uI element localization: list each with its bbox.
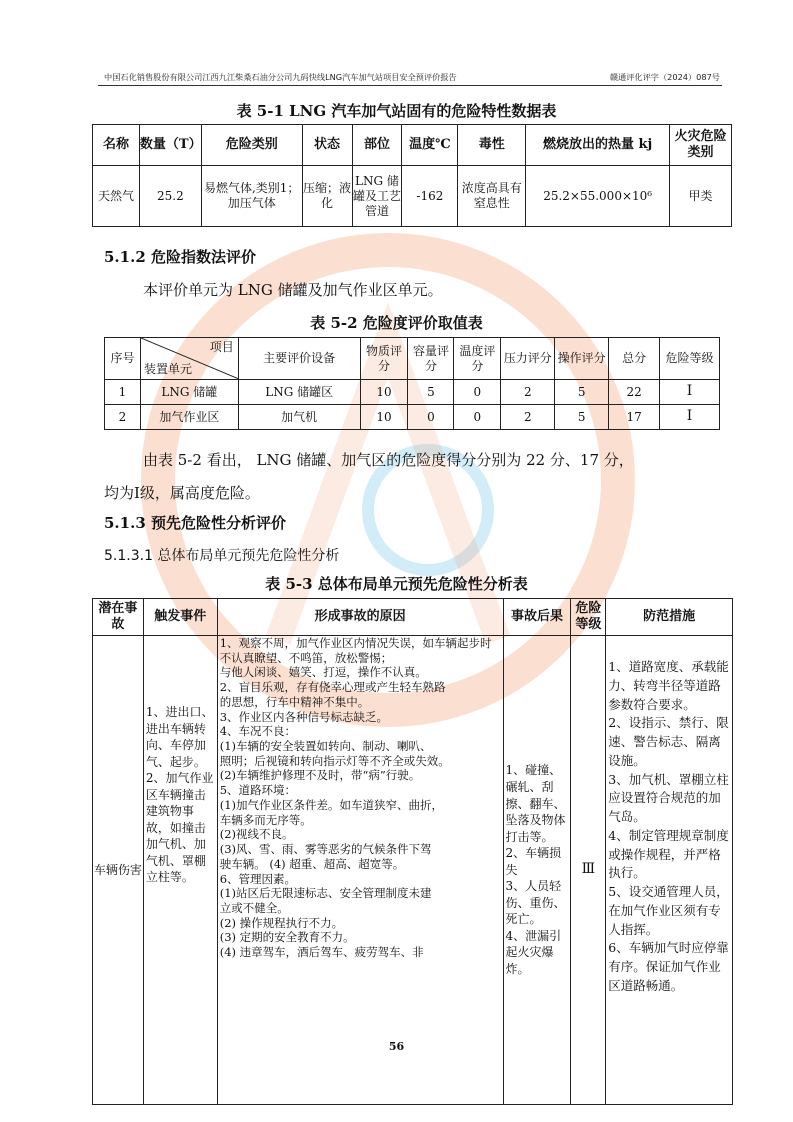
th-hazard: 危险类别 bbox=[201, 125, 302, 166]
paragraph-2-line-2: 均为Ⅰ级，属高度危险。 bbox=[104, 484, 260, 502]
cell-unit: 加气作业区 bbox=[140, 405, 238, 430]
cause-line: 2、盲目乐观，存有侥幸心理或产生轻车熟路 bbox=[219, 680, 446, 695]
cause-line: 4、车况不良： bbox=[219, 724, 297, 739]
th-toxicity: 毒性 bbox=[458, 125, 526, 166]
th-risk-level: 危险等级 bbox=[571, 599, 606, 636]
table3-header-row bbox=[93, 599, 733, 636]
consequence-item: 2、车辆损失 bbox=[505, 846, 562, 877]
cell-name: 天然气 bbox=[93, 166, 140, 227]
risk-score-table bbox=[104, 337, 720, 430]
cell-equipment: LNG 储罐区 bbox=[238, 380, 360, 405]
table1-row bbox=[93, 166, 732, 227]
cause-line: (3) 定期的安全教育不力。 bbox=[219, 930, 355, 945]
table-row bbox=[105, 380, 720, 405]
cell-equipment: 加气机 bbox=[238, 405, 360, 430]
cell-score: 5 bbox=[408, 380, 454, 405]
th-trigger: 触发事件 bbox=[143, 599, 217, 636]
cell-score: 5 bbox=[555, 380, 609, 405]
th-unit: 装置单元 bbox=[143, 362, 192, 376]
measure-item: 6、车辆加气时应停靠有序。保证加气作业区道路畅通。 bbox=[608, 940, 729, 993]
cause-line: (1)站区后无限速标志、安全管理制度未建 bbox=[219, 886, 432, 901]
section-5-1-3: 5.1.3 预先危险性分析评价 bbox=[104, 514, 286, 532]
cause-line: 与他人闲谈、嬉笑、打逗，操作不认真。 bbox=[219, 665, 427, 680]
page-header bbox=[104, 72, 720, 83]
table2-header-row bbox=[105, 338, 720, 380]
th-name: 名称 bbox=[93, 125, 140, 166]
measure-item: 2、设指示、禁行、限速、警告标志、隔离设施。 bbox=[608, 715, 729, 768]
cause-line: (1)车辆的安全装置如转向、制动、喇叭、 bbox=[219, 739, 432, 754]
cause-line: 立或不健全。 bbox=[219, 900, 289, 915]
consequence-item: 1、碰撞、碾轧、刮擦、翻车、坠落及物体打击等。 bbox=[505, 763, 566, 844]
th-state: 状态 bbox=[302, 125, 352, 166]
page-number: 56 bbox=[388, 1040, 405, 1053]
section-5-1-2: 5.1.2 危险指数法评价 bbox=[104, 248, 256, 266]
cause-line: (1)加气作业区条件差。如车道狭窄、曲折， bbox=[219, 797, 443, 812]
cell-accident: 车辆伤害 bbox=[93, 636, 144, 1105]
preliminary-hazard-table bbox=[92, 598, 733, 1105]
cell-level: Ⅰ bbox=[660, 405, 720, 430]
cell-measures bbox=[606, 636, 733, 1105]
cell-heat: 25.2×55.000×10⁶ bbox=[526, 166, 670, 227]
consequence-item: 4、泄漏引起火灾爆炸。 bbox=[505, 928, 562, 976]
paragraph-2-line-1: 由表 5-2 看出， LNG 储罐、加气区的危险度得分分别为 22 分、17 分， bbox=[143, 451, 634, 469]
cause-line: 的思想，行车中精神不集中。 bbox=[219, 694, 370, 709]
th-capacity: 容量评分 bbox=[408, 338, 454, 380]
th-heat: 燃烧放出的热量 kj bbox=[526, 125, 670, 166]
cell-consequence bbox=[503, 636, 571, 1105]
th-material: 物质评分 bbox=[360, 338, 408, 380]
cell-unit: LNG 储罐 bbox=[140, 380, 238, 405]
th-no: 序号 bbox=[105, 338, 141, 380]
hazard-data-table bbox=[92, 124, 732, 227]
cell-level: Ⅰ bbox=[660, 380, 720, 405]
paragraph-1: 本评价单元为 LNG 储罐及加气作业区单元。 bbox=[143, 281, 443, 299]
cell-score: 2 bbox=[501, 380, 555, 405]
table3-row bbox=[93, 636, 733, 1105]
th-temp: 温度℃ bbox=[402, 125, 458, 166]
th-equipment: 主要评价设备 bbox=[238, 338, 360, 380]
cell-no: 1 bbox=[105, 380, 141, 405]
cause-line: 5、道路环境： bbox=[219, 783, 297, 798]
cell-qty: 25.2 bbox=[139, 166, 201, 227]
cause-line: (3)风、雪、雨、雾等恶劣的气候条件下驾 bbox=[219, 842, 432, 857]
cell-score: 0 bbox=[454, 380, 501, 405]
table2-caption: 表 5-2 危险度评价取值表 bbox=[310, 314, 483, 332]
cell-trigger bbox=[143, 636, 217, 1105]
cell-hazard: 易燃气体,类别1；加压气体 bbox=[201, 166, 302, 227]
cell-score: 10 bbox=[360, 380, 408, 405]
section-5-1-3-1: 5.1.3.1 总体布局单元预先危险性分析 bbox=[104, 548, 340, 564]
table3-caption: 表 5-3 总体布局单元预先危险性分析表 bbox=[265, 575, 528, 593]
cell-score: 0 bbox=[408, 405, 454, 430]
cell-state: 压缩；液化 bbox=[302, 166, 352, 227]
cause-line: (4) 违章驾车，酒后驾车、疲劳驾车、非 bbox=[219, 945, 424, 960]
cell-total: 22 bbox=[609, 380, 660, 405]
th-measures: 防范措施 bbox=[606, 599, 733, 636]
cause-line: 车辆多而无序等。 bbox=[219, 812, 312, 827]
th-consequence: 事故后果 bbox=[503, 599, 571, 636]
th-level: 危险等级 bbox=[660, 338, 720, 380]
table1-header-row bbox=[93, 125, 732, 166]
trigger-item: 1、进出口、进出车辆转向、车停加气、起步。 bbox=[145, 705, 214, 769]
cause-line: (2) 操作规程执行不力。 bbox=[219, 915, 344, 930]
measure-item: 3、加气机、罩棚立柱应设置符合规范的加气岛。 bbox=[608, 771, 729, 824]
cause-line: 驶车辆。 (4) 超重、超高、超宽等。 bbox=[219, 856, 405, 871]
cause-line: 3、作业区内各种信号标志缺乏。 bbox=[219, 709, 389, 724]
cause-line: (2)视线不良。 bbox=[219, 827, 294, 842]
th-pressure: 压力评分 bbox=[501, 338, 555, 380]
header-rule bbox=[98, 85, 722, 86]
cell-total: 17 bbox=[609, 405, 660, 430]
cell-score: 0 bbox=[454, 405, 501, 430]
measure-item: 1、道路宽度、承载能力、转弯半径等道路参数符合要求。 bbox=[608, 659, 729, 712]
cell-toxicity: 浓度高具有窒息性 bbox=[458, 166, 526, 227]
measure-item: 4、制定管理规章制度或操作规程，并严格执行。 bbox=[608, 827, 729, 881]
cause-line: (2)车辆维护修理不及时，带“病”行驶。 bbox=[219, 768, 421, 783]
cell-temp: -162 bbox=[402, 166, 458, 227]
cell-fire-class: 甲类 bbox=[670, 166, 732, 227]
cell-location: LNG 储罐及工艺管道 bbox=[352, 166, 402, 227]
trigger-item: 2、加气作业区车辆撞击建筑物事故，如撞击加气机、加气机、罩棚立柱等。 bbox=[145, 771, 214, 885]
cell-score: 5 bbox=[555, 405, 609, 430]
consequence-item: 3、人员轻伤、重伤、死亡。 bbox=[505, 879, 566, 927]
th-cause: 形成事故的原因 bbox=[217, 599, 503, 636]
th-location: 部位 bbox=[352, 125, 402, 166]
table1-caption: 表 5-1 LNG 汽车加气站固有的危险特性数据表 bbox=[236, 102, 557, 120]
cell-risk-level: Ⅲ bbox=[571, 636, 606, 1105]
th-accident: 潜在事故 bbox=[93, 599, 144, 636]
th-total: 总分 bbox=[609, 338, 660, 380]
measure-item: 5、设交通管理人员，在加气作业区须有专人指挥。 bbox=[608, 884, 729, 937]
th-temperature: 温度评分 bbox=[454, 338, 501, 380]
cell-causes bbox=[217, 636, 503, 1105]
th-qty: 数量（T） bbox=[139, 125, 201, 166]
cause-line: 1、观察不周，加气作业区内情况失误，如车辆起步时不认真瞭望、不鸣笛，放松警惕； bbox=[219, 636, 492, 665]
cell-score: 2 bbox=[501, 405, 555, 430]
th-operation: 操作评分 bbox=[555, 338, 609, 380]
cause-line: 照明；后视镜和转向指示灯等不齐全或失效。 bbox=[219, 753, 450, 768]
th-fire-class: 火灾危险类别 bbox=[670, 125, 732, 166]
header-right: 赣通评化评字（2024）087号 bbox=[609, 72, 720, 82]
header-left: 中国石化销售股份有限公司江西九江柴桑石油分公司九码快线LNG汽车加气站项目安全预评价报告 bbox=[104, 72, 457, 82]
cell-score: 10 bbox=[360, 405, 408, 430]
th-item: 项目 bbox=[209, 340, 234, 354]
th-diagonal bbox=[140, 338, 238, 380]
cell-no: 2 bbox=[105, 405, 141, 430]
table-row bbox=[105, 405, 720, 430]
cause-line: 6、管理因素。 bbox=[219, 871, 297, 886]
